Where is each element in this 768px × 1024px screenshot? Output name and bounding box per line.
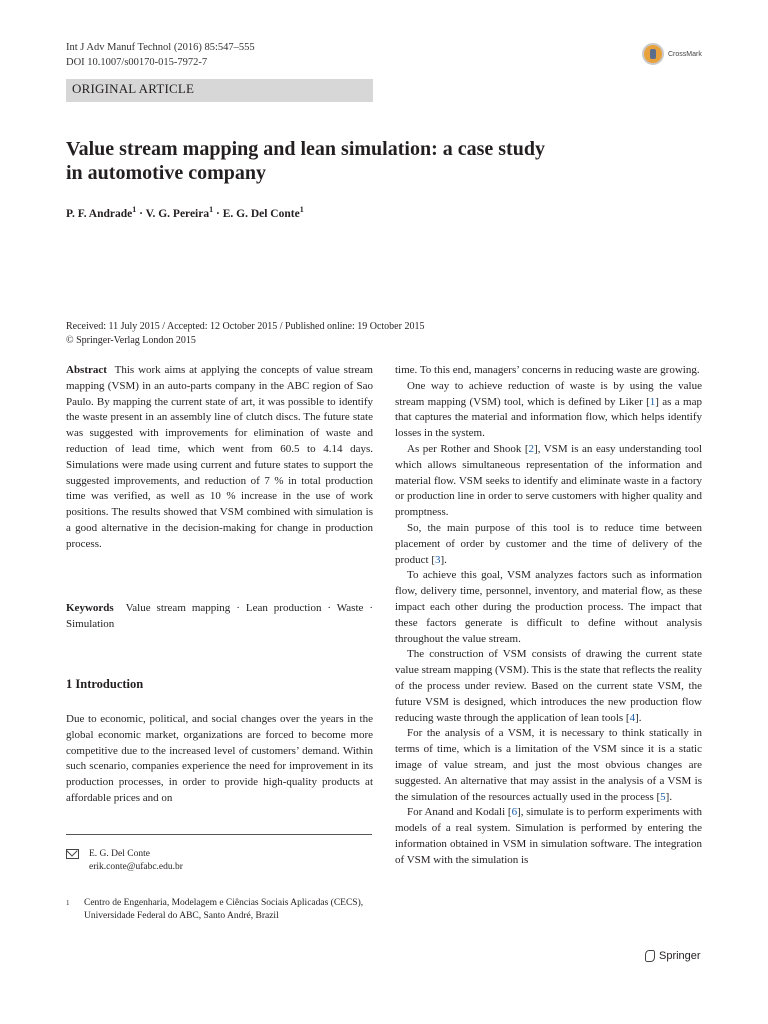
- copyright-line: © Springer-Verlag London 2015: [66, 335, 196, 346]
- body-text: ].: [440, 553, 447, 566]
- journal-citation: [66, 40, 255, 70]
- journal-line: Int J Adv Manuf Technol (2016) 85:547–555: [66, 42, 255, 53]
- crossmark-icon: [642, 43, 664, 65]
- abstract-label: Abstract: [66, 364, 107, 376]
- author-separator: ·: [213, 207, 223, 220]
- footnote-divider: [66, 834, 372, 835]
- body-text: The construction of VSM consists of drawing the current state value stream mapping (VSM). This is the state that reflects the reality of the process under review. Based on the current state VSM, the future VSM is designed, which introduces the new production flow reducing waste through the application of lean tools [: [395, 648, 702, 724]
- keywords: [66, 601, 373, 633]
- author-separator: ·: [136, 207, 146, 220]
- author-1-affiliation: 1: [132, 205, 137, 214]
- body-text: ].: [665, 790, 673, 803]
- affiliation-number: 1: [66, 899, 70, 907]
- abstract-text: This work aims at applying the concepts of value stream mapping (VSM) in an auto-parts company in the ABC region of Sao Paulo. By mapping the current state of art, it was possible to identify the waste present in an assembly line of clutch discs. The future state was suggested with improvements for elimination of waste and reduction of lead time, which went from 60.5 to 4.14 days. Simulations were made using current and future states to support the suggested improvements, and reduction of 7 % in total production time was verified, as well as 10 % increase in the use of work positions. The results showed that VSM combined with simulation is a good alternative in the decision-making for change in production process.: [66, 364, 373, 550]
- publisher-logo: [645, 950, 701, 962]
- author-2-affiliation: 1: [209, 205, 214, 214]
- article-type-banner: ORIGINAL ARTICLE: [66, 79, 373, 102]
- publication-dates: [66, 320, 424, 348]
- body-text: For Anand and Kodali [: [407, 806, 512, 819]
- abstract: [66, 363, 373, 553]
- citation-link[interactable]: 4: [629, 711, 636, 724]
- author-3[interactable]: E. G. Del Conte: [222, 207, 300, 220]
- section-heading-introduction: 1 Introduction: [66, 677, 144, 691]
- body-paragraph: [395, 442, 702, 521]
- body-paragraph: time. To this end, managers’ concerns in reducing waste are growing.: [395, 364, 700, 376]
- body-text: ].: [635, 711, 642, 724]
- doi-line: DOI 10.1007/s00170-015-7972-7: [66, 57, 208, 68]
- title-line-2: in automotive company: [66, 162, 266, 184]
- citation-link[interactable]: 5: [660, 790, 666, 803]
- body-text: ], VSM is an easy understanding tool which allows simultaneous representation of the information and material flow. VSM seeks to identify and eliminate waste in a factory or production line in order to serve customers with higher quality and promptness.: [395, 442, 702, 519]
- correspondence-block: [66, 848, 183, 874]
- affiliation-text: Centro de Engenharia, Modelagem e Ciências Sociais Aplicadas (CECS), Universidade Federal do ABC, Santo André, Brazil: [84, 898, 364, 921]
- author-3-affiliation: 1: [299, 205, 304, 214]
- citation-link[interactable]: 2: [528, 442, 535, 455]
- body-text: ] as a map that captures the material and information flow, which helps identify losses in the system.: [395, 395, 702, 440]
- body-text: ], simulate is to perform experiments with models of a real system. Simulation is performed by entering the information obtained in VSM in simulation software. The integration of VSM with the simulation is: [395, 806, 702, 866]
- body-text: As per Rother and Shook [: [407, 442, 529, 455]
- author-list: [66, 205, 304, 220]
- body-paragraph: To achieve this goal, VSM analyzes factors such as information flow, delivery time, personnel, inventory, and material flow, as these impact each other during the production process. The impact that these factors generate is difficult to define without analysis throughout the value stream.: [395, 569, 702, 645]
- keywords-label: Keywords: [66, 602, 114, 614]
- citation-link[interactable]: 1: [649, 395, 656, 408]
- envelope-icon: [66, 849, 79, 859]
- right-column-body: [395, 363, 702, 869]
- intro-text: Due to economic, political, and social changes over the years in the global economic market, organizations are forced to become more competitive due to the increased level of customers’ demand. Within such scenario, companies experience the need for improvement in its production processes, in order to provide high-quality products at affordable prices and on: [66, 713, 373, 804]
- title-line-1: Value stream mapping and lean simulation: a case study: [66, 138, 545, 160]
- body-paragraph: [395, 726, 702, 805]
- springer-horse-icon: [645, 950, 655, 962]
- body-paragraph: [395, 521, 702, 568]
- dates-line: Received: 11 July 2015 / Accepted: 12 October 2015 / Published online: 19 October 2015: [66, 321, 425, 332]
- author-1[interactable]: P. F. Andrade: [66, 207, 133, 220]
- keywords-text: Value stream mapping · Lean production · Waste · Simulation: [66, 602, 373, 630]
- correspondence-email[interactable]: erik.conte@ufabc.edu.br: [89, 862, 183, 872]
- paper-title: [66, 137, 626, 185]
- body-paragraph: [395, 379, 702, 442]
- crossmark-badge[interactable]: [642, 42, 704, 66]
- citation-link[interactable]: 6: [511, 806, 518, 819]
- citation-link[interactable]: 3: [435, 553, 441, 566]
- crossmark-label: CrossMark: [668, 50, 702, 58]
- introduction-paragraph: [66, 712, 373, 807]
- correspondence-name: E. G. Del Conte: [89, 849, 150, 859]
- body-text: So, the main purpose of this tool is to reduce time between placement of order by customer and the time of delivery of the product [: [395, 521, 702, 566]
- affiliation-footnote: [66, 897, 373, 923]
- body-paragraph: [395, 805, 702, 868]
- author-2[interactable]: V. G. Pereira: [145, 207, 210, 220]
- body-text: For the analysis of a VSM, it is necessary to think statically in terms of time, which is a limitation of the VSM since it is a static image of value stream, and just the most obvious changes are suggested. An alternative that may assist in the analysis of a VSM is the simulation of the resources actually used in the process [: [395, 727, 702, 803]
- publisher-name: Springer: [659, 950, 701, 962]
- body-paragraph: [395, 647, 702, 726]
- body-text: One way to achieve reduction of waste is by using the value stream mapping (VSM) tool, which is defined by Liker [: [395, 379, 702, 408]
